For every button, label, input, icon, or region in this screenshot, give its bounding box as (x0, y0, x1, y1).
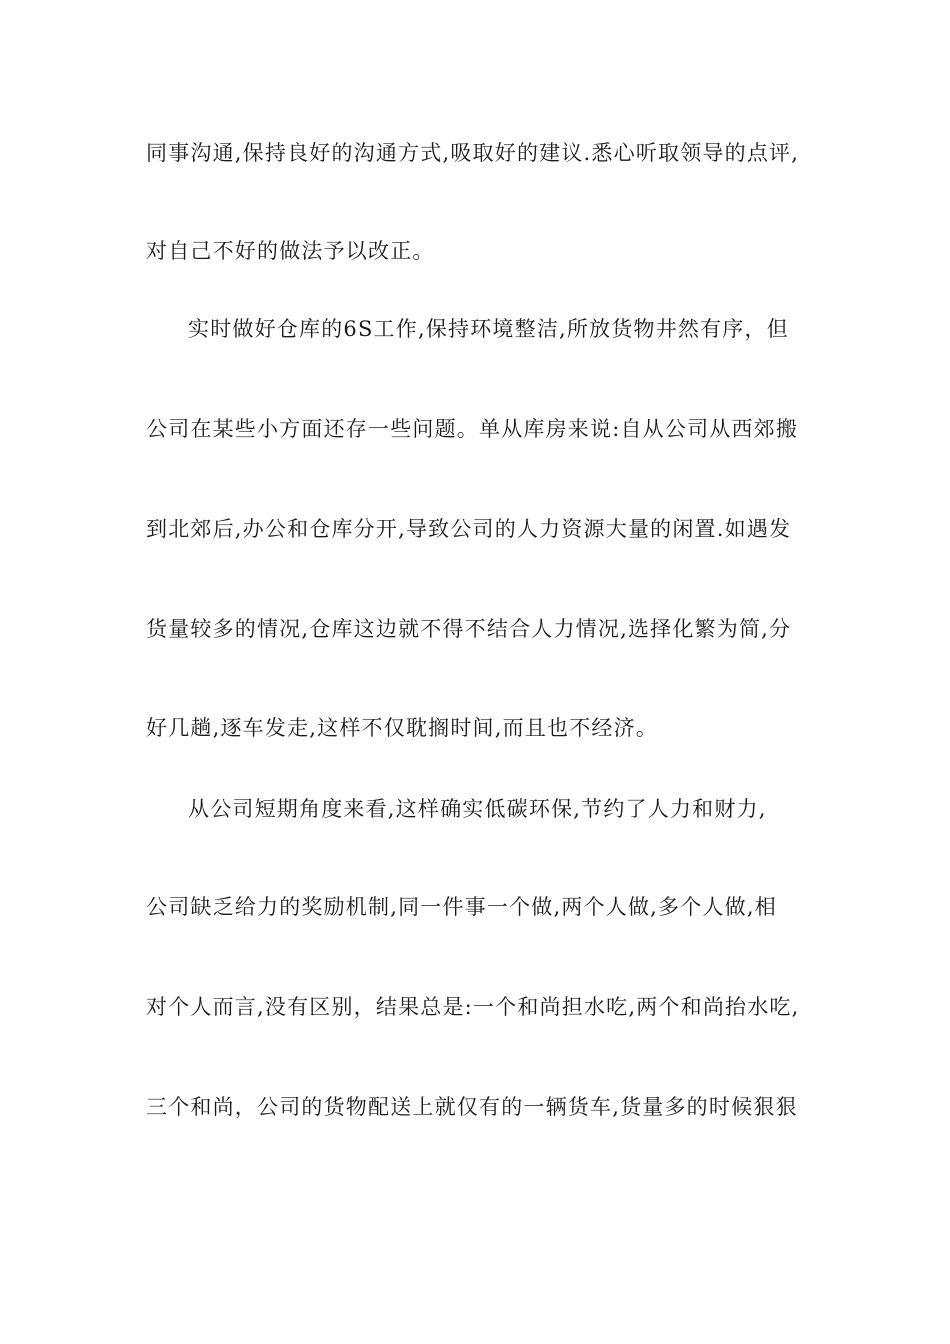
text-line: 对自己不好的做法予以改正。 (146, 239, 435, 263)
paragraph-start-line: 从公司短期角度来看,这样确实低碳环保,节约了人力和财力, (188, 797, 767, 821)
text-line: 三个和尚，公司的货物配送上就仅有的一辆货车,货量多的时候狠狠 (146, 1095, 798, 1119)
text-line: 同事沟通,保持良好的沟通方式,吸取好的建议.悉心听取领导的点评, (146, 141, 800, 165)
paragraph-start-line: 实时做好仓库的6S工作,保持环境整洁,所放货物井然有序，但 (188, 317, 789, 341)
text-line: 货量较多的情况,仓库这边就不得不结合人力情况,选择化繁为简,分 (146, 617, 792, 641)
text-line: 对个人而言,没有区别，结果总是:一个和尚担水吃,两个和尚抬水吃, (146, 995, 800, 1019)
text-line: 公司在某些小方面还存一些问题。单从库房来说:自从公司从西郊搬 (146, 417, 799, 441)
text-line: 公司缺乏给力的奖励机制,同一件事一个做,两个人做,多个人做,相 (146, 895, 777, 919)
text-line: 好几趟,逐车发走,这样不仅耽搁时间,而且也不经济。 (146, 716, 659, 740)
text-line: 到北郊后,办公和仓库分开,导致公司的人力资源大量的闲置.如遇发 (146, 517, 792, 541)
